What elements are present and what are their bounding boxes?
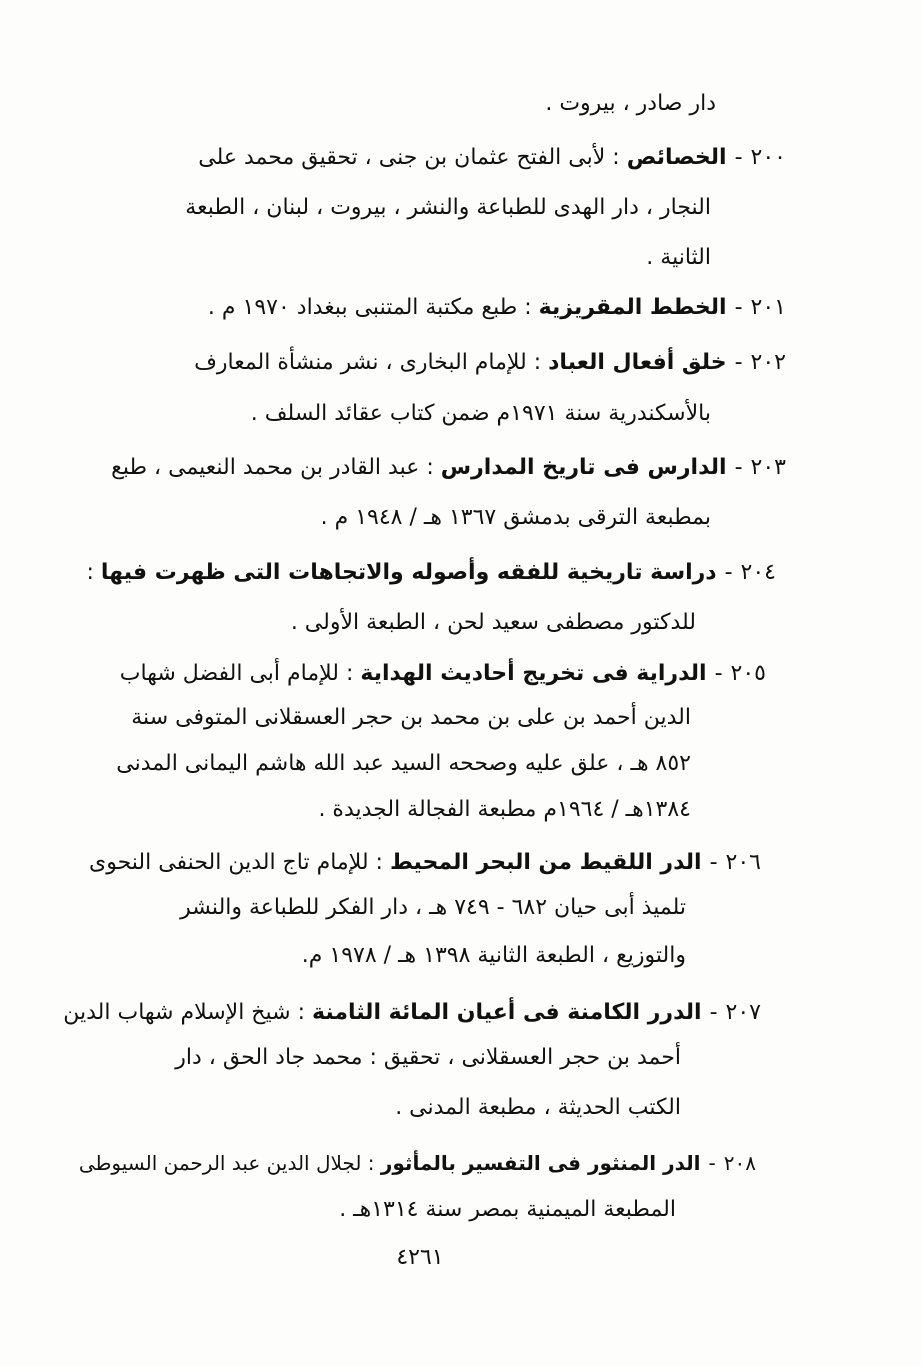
entry-title: خلق أفعال العباد bbox=[548, 350, 727, 375]
entry-203-head bbox=[111, 450, 786, 486]
entry-text: : للإمام تاج الدين الحنفى النحوى bbox=[88, 850, 383, 875]
entry-208-line-1: المطبعة الميمنية بمصر سنة ١٣١٤هـ . bbox=[339, 1197, 676, 1222]
entry-dash: - bbox=[734, 455, 743, 480]
entry-200-line-1: النجار ، دار الهدى للطباعة والنشر ، بيروت ، لبنان ، الطبعة bbox=[185, 195, 711, 220]
entry-number: ٢٠٤ bbox=[740, 560, 776, 585]
entry-title: الدر اللقيط من البحر المحيط bbox=[389, 850, 702, 875]
page-number: ٤٢٦١ bbox=[396, 1245, 444, 1270]
entry-text: : طبع مكتبة المتنبى ببغداد ١٩٧٠ م . bbox=[207, 295, 532, 320]
entry-206-line-1: تلميذ أبى حيان ٦٨٢ - ٧٤٩ هـ ، دار الفكر للطباعة والنشر bbox=[180, 895, 686, 920]
entry-205-line-3: ١٣٨٤هـ / ١٩٦٤م مطبعة الفجالة الجديدة . bbox=[318, 797, 691, 822]
entry-text: : شيخ الإسلام شهاب الدين bbox=[63, 1000, 305, 1025]
entry-dash: - bbox=[709, 1000, 718, 1025]
entry-dash: - bbox=[708, 1151, 716, 1175]
entry-number: ٢٠٥ bbox=[730, 661, 766, 686]
entry-number: ٢٠١ bbox=[750, 295, 786, 320]
entry-dash: - bbox=[734, 295, 743, 320]
entry-text: : لجلال الدين عبد الرحمن السيوطى bbox=[78, 1151, 375, 1175]
entry-203-line-1: بمطبعة الترقى بدمشق ١٣٦٧ هـ / ١٩٤٨ م . bbox=[320, 505, 711, 530]
entry-dash: - bbox=[714, 661, 723, 686]
entry-201-head bbox=[208, 290, 786, 326]
entry-207-head bbox=[63, 995, 761, 1031]
entry-title: الدر المنثور فى التفسير بالمأثور bbox=[380, 1151, 701, 1175]
entry-text: : عبد القادر بن محمد النعيمى ، طبع bbox=[111, 455, 434, 480]
entry-number: ٢٠٧ bbox=[725, 1000, 761, 1025]
entry-204-head bbox=[86, 555, 776, 591]
continuation-line: دار صادر ، بيروت . bbox=[545, 91, 716, 116]
entry-text: : للإمام أبى الفضل شهاب bbox=[119, 661, 354, 686]
entry-204-line-1: للدكتور مصطفى سعيد لحن ، الطبعة الأولى . bbox=[290, 610, 696, 635]
entry-206-head bbox=[89, 845, 761, 881]
entry-dash: - bbox=[734, 350, 743, 375]
entry-number: ٢٠٠ bbox=[750, 145, 786, 170]
entry-number: ٢٠٢ bbox=[750, 350, 786, 375]
entry-text: : لأبى الفتح عثمان بن جنى ، تحقيق محمد على bbox=[198, 145, 620, 170]
entry-dash: - bbox=[734, 145, 743, 170]
entry-dash: - bbox=[724, 560, 733, 585]
entry-text: : للإمام البخارى ، نشر منشأة المعارف bbox=[194, 350, 542, 375]
entry-title: الخصائص bbox=[626, 145, 727, 170]
entry-title: الدراية فى تخريج أحاديث الهداية bbox=[360, 661, 707, 686]
entry-200-head bbox=[198, 140, 786, 176]
entry-title: الخطط المقريزية bbox=[538, 295, 727, 320]
entry-text: : bbox=[86, 560, 94, 585]
entry-title: الدرر الكامنة فى أعيان المائة الثامنة bbox=[312, 1000, 702, 1025]
entry-title: دراسة تاريخية للفقه وأصوله والاتجاهات التى ظهرت فيها bbox=[100, 560, 717, 585]
entry-number: ٢٠٦ bbox=[725, 850, 761, 875]
entry-205-line-1: الدين أحمد بن على بن محمد بن حجر العسقلانى المتوفى سنة bbox=[131, 705, 691, 730]
entry-number: ٢٠٨ bbox=[723, 1151, 756, 1175]
entry-dash: - bbox=[709, 850, 718, 875]
entry-202-line-1: بالأسكندرية سنة ١٩٧١م ضمن كتاب عقائد السلف . bbox=[250, 401, 711, 426]
entry-202-head bbox=[194, 345, 786, 381]
entry-number: ٢٠٣ bbox=[750, 455, 786, 480]
entry-200-line-2: الثانية . bbox=[646, 245, 711, 270]
entry-205-line-2: ٨٥٢ هـ ، علق عليه وصححه السيد عبد الله هاشم اليمانى المدنى bbox=[116, 751, 691, 776]
entry-title: الدارس فى تاريخ المدارس bbox=[440, 455, 727, 480]
entry-207-line-1: أحمد بن حجر العسقلانى ، تحقيق : محمد جاد الحق ، دار bbox=[175, 1045, 681, 1070]
entry-205-head bbox=[120, 656, 766, 692]
entry-206-line-2: والتوزيع ، الطبعة الثانية ١٣٩٨ هـ / ١٩٧٨ م. bbox=[301, 943, 686, 968]
entry-207-line-2: الكتب الحديثة ، مطبعة المدنى . bbox=[395, 1095, 681, 1120]
entry-208-head bbox=[79, 1145, 756, 1181]
